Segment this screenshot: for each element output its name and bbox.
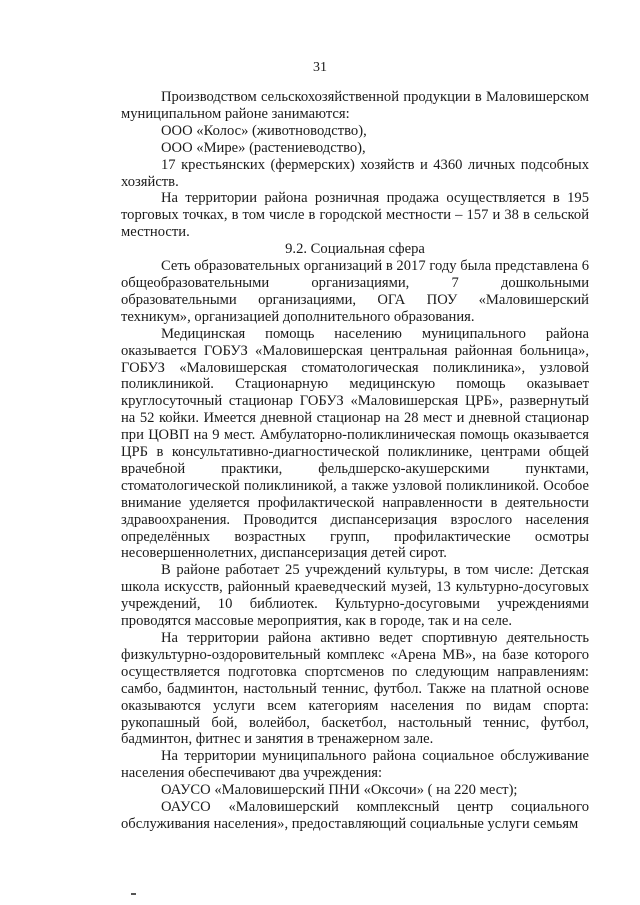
paragraph: Производством сельскохозяйственной продукции в Маловишерском муниципальном районе занимаются:	[121, 89, 589, 122]
paragraph: ООО «Колос» (животноводство),	[161, 122, 367, 139]
paragraph: ОАУСО «Маловишерский комплексный центр социального обслуживания населения», предоставляющий социальные услуги семьям	[121, 799, 589, 832]
document-body	[121, 89, 589, 833]
paragraph: В районе работает 25 учреждений культуры, в том числе: Детская школа искусств, районный краеведческий музей, 13 культурно-досуговых учреждений, 10 библиотек. Культурно-досуговыми учреждениями проводятся массовые мероприятия, как в городе, так и на селе.	[121, 562, 589, 630]
paragraph: 17 крестьянских (фермерских) хозяйств и 4360 личных подсобных хозяйств.	[121, 156, 589, 190]
section-heading: 9.2. Социальная сфера	[285, 241, 425, 258]
paragraph: На территории района активно ведет спортивную деятельность физкультурно-оздоровительный комплекс «Арена МВ», на базе которого осуществляется подготовка спортсменов по следующим направлениям: самбо, бадминтон, настольный теннис, футбол. Также на платной основе оказываются услуги всем категориям населения по видам спорта: рукопашный бой, волейбол, баскетбол, настольный теннис, футбол, бадминтон, фитнес и занятия в тренажерном зале.	[121, 630, 589, 748]
paragraph: Медицинская помощь населению муниципального района оказывается ГОБУЗ «Маловишерская центральная районная больница», ГОБУЗ «Маловишерская стоматологическая поликлиника», узловой поликлиникой. Стационарную медицинскую помощь оказывает круглосуточный стационар ГОБУЗ «Маловишерская ЦРБ», развернутый на 52 койки. Имеется дневной стационар на 28 мест и дневной стационар при ЦОВП на 9 мест. Амбулаторно-поликлиническая помощь оказывается ЦРБ в консультативно-диагностической поликлинике, центрами общей врачебной практики, фельдшерско-акушерскими пунктами, стоматологической поликлиникой, а также узловой поликлиникой. Особое внимание уделяется профилактической направленности в деятельности здравоохранения. Проводится диспансеризация взрослого населения определённых возрастных групп, профилактические осмотры несовершеннолетних, диспансеризация детей сирот.	[121, 325, 589, 562]
paragraph: На территории муниципального района социальное обслуживание населения обеспечивают два учреждения:	[121, 748, 589, 782]
paragraph: ОАУСО «Маловишерский ПНИ «Оксочи» ( на 220 мест);	[161, 782, 518, 799]
paragraph: Сеть образовательных организаций в 2017 году была представлена 6 общеобразовательными организациями, 7 дошкольными образовательными организациями, ОГА ПОУ «Маловишерский техникум», организацией дополнительного образования.	[121, 258, 589, 325]
page-number: 31	[313, 60, 327, 75]
paragraph: На территории района розничная продажа осуществляется в 195 торговых точках, в том числе в городской местности – 157 и 38 в сельской местности.	[121, 190, 589, 241]
paragraph: ООО «Мире» (растениеводство),	[161, 139, 366, 156]
scan-mark	[131, 893, 136, 895]
